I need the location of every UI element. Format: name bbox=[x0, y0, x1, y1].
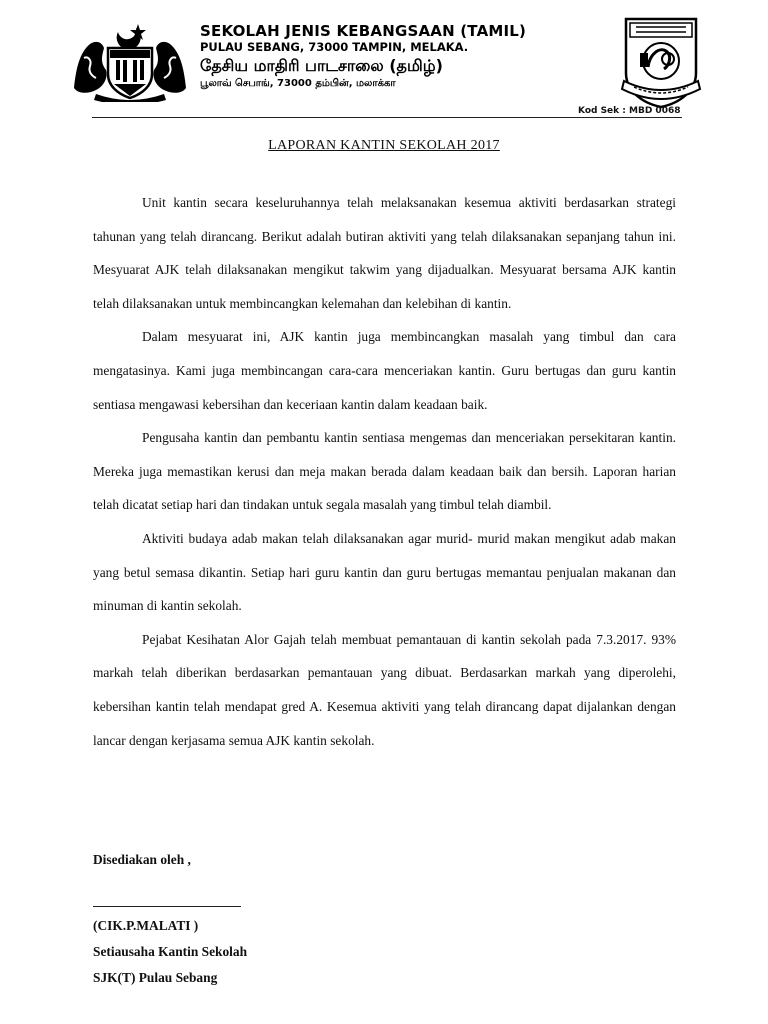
school-logo-icon bbox=[620, 15, 702, 109]
report-paragraph-5: Pejabat Kesihatan Alor Gajah telah membuat pemantauan di kantin sekolah pada 7.3.2017. 93% markah telah diberikan berdasarkan pemantauan yang dibuat. Berdasarkan markah yang diperolehi, kebersihan kantin telah mendapat gred A. Kesemua aktiviti yang telah dirancang dapat dijalankan dengan lancar dengan kerjasama semua AJK kantin sekolah. bbox=[93, 631, 676, 748]
malaysia-coat-of-arms-icon bbox=[66, 18, 194, 102]
signatory-position: Setiausaha Kantin Sekolah bbox=[93, 944, 248, 959]
signatory-name: (CIK.P.MALATI ) bbox=[93, 918, 199, 933]
letterhead bbox=[200, 22, 620, 91]
school-name-tamil: தேசிய மாதிரி பாடசாலை (தமிழ்) bbox=[200, 56, 443, 75]
school-name: SEKOLAH JENIS KEBANGSAAN (TAMIL) bbox=[200, 22, 527, 40]
prepared-by-label: Disediakan oleh , bbox=[93, 852, 191, 867]
report-paragraph-1: Unit kantin secara keseluruhannya telah melaksanakan kesemua aktiviti berdasarkan strategi tahunan yang telah dirancang. Berikut adalah butiran aktiviti yang telah dilaksanakan sepanjang tahun ini. Mesyuarat AJK telah dilaksanakan mengikut takwim yang dijadualkan. Mesyuarat bersama AJK kantin telah dilaksanakan untuk membincangkan kelemahan dan kelebihan di kantin. bbox=[93, 195, 676, 311]
report-paragraph-4: Aktiviti budaya adab makan telah dilaksanakan agar murid- murid makan mengikut adab makan yang betul semasa dikantin. Setiap hari guru kantin dan guru bertugas memantau penjualan makanan dan minuman di kantin sekolah. bbox=[93, 530, 676, 614]
report-paragraph-3: Pengusaha kantin dan pembantu kantin sentiasa mengemas dan menceriakan persekitaran kantin. Mereka juga memastikan kerusi dan meja makan berada dalam keadaan baik dan bersih. Laporan harian telah dicatat setiap hari dan tindakan untuk segala masalah yang timbul telah diambil. bbox=[93, 430, 676, 513]
report-body bbox=[93, 186, 676, 757]
school-code: Kod Sek : MBD 0068 bbox=[578, 106, 681, 116]
school-address: PULAU SEBANG, 73000 TAMPIN, MELAKA. bbox=[200, 40, 469, 54]
report-title: LAPORAN KANTIN SEKOLAH 2017 bbox=[268, 138, 500, 153]
signatory-school: SJK(T) Pulau Sebang bbox=[93, 970, 218, 985]
school-address-tamil: பூலாவ் செபாங், 73000 தம்பின், மலாக்கா bbox=[200, 78, 396, 89]
header-divider bbox=[92, 117, 682, 118]
report-paragraph-2: Dalam mesyuarat ini, AJK kantin juga membincangkan masalah yang timbul dan cara mengatasinya. Kami juga membincangan cara-cara menceriakan kantin. Guru bertugas dan guru kantin sentiasa mengawasi kebersihan dan keceriaan kantin dalam keadaan baik. bbox=[93, 329, 676, 412]
signature-line bbox=[93, 906, 241, 907]
